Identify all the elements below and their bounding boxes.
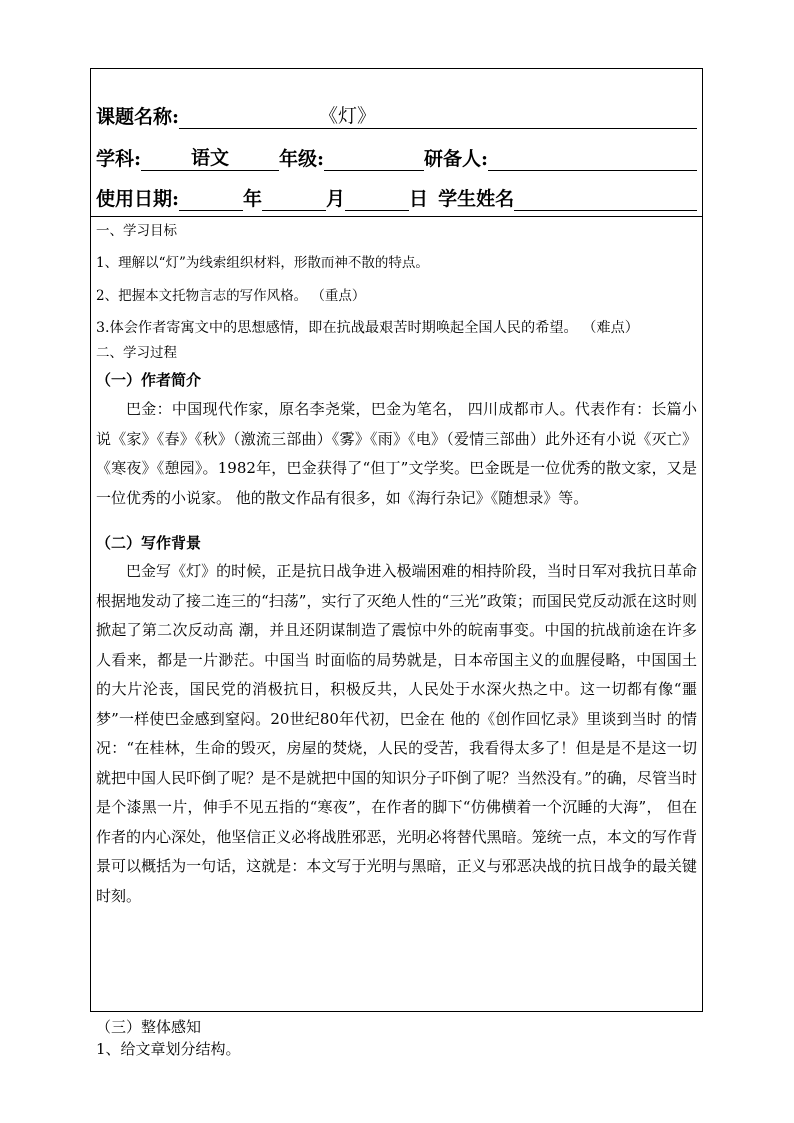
- process-heading: 二、学习过程: [96, 345, 177, 361]
- background-paragraph: 巴金写《灯》的时候，正是抗日战争进入极端困难的相持阶段，当时日军对我抗日革命根据地发动了接二连三的“扫荡”，实行了灭绝人性的“三光”政策；而国民党反动派在这时则掀起了第二次反动高 潮，并且还阴谋制造了震惊中外的皖南事变。中国的抗战前途在许多人看来，都是一片渺茫。中国当 时面临的局势就是，日本帝国主义的血腥侵略，中国国土的大片沦丧，国民党的消极抗日，积极反共，人民处于水深火热之中。这一切都有像“噩梦”一样使巴金感到窒闷。20世纪80年代初，巴金在 他的《创作回忆录》里谈到当时 的情况：“在桂林，生命的毁灭，房屋的焚烧，人民的受苦，我看得太多了！但是是不是这一切就把中国人民吓倒了呢？是不是就把中国的知识分子吓倒了呢？当然没有。”的确，尽管当时是个漆黑一片，伸手不见五指的“寒夜”，在作者的脚下“仿佛横着一个沉睡的大海”， 但在作者的内心深处，他坚信正义必将战胜邪恶，光明必将替代黑暗。笼统一点，本文的写作背景可以概括为一句话，这就是：本文写于光明与黑暗，正义与邪恶决战的抗日战争的最关键时刻。: [96, 562, 697, 905]
- title-value: 《灯》: [319, 104, 697, 129]
- title-blank-left[interactable]: [179, 104, 319, 129]
- student-name-label: 学生姓名: [438, 188, 515, 210]
- year-char: 年: [243, 188, 263, 210]
- goal-item: 1、理解以“灯”为线索组织材料，形散而神不散的特点。: [96, 255, 429, 271]
- overall-item: 1、给文章划分结构。: [96, 1040, 241, 1058]
- month-field[interactable]: [262, 186, 326, 211]
- date-row: [96, 181, 697, 211]
- title-label: 课题名称:: [96, 106, 180, 128]
- student-name-field[interactable]: [514, 186, 697, 211]
- grade-label: 年级:: [279, 148, 325, 170]
- year-field[interactable]: [179, 186, 243, 211]
- author-paragraph: 巴金：中国现代作家，原名李尧棠，巴金为笔名， 四川成都市人。代表作有：长篇小说《家》《春》《秋》（激流三部曲）《雾》《雨》《电》（爱情三部曲）此外还有小说《灭亡》《寒夜》《憩园》。1982年，巴金获得了“但丁”文学奖。巴金既是一位优秀的散文家，又是一位优秀的小说家。 他的散文作品有很多，如《海行杂记》《随想录》等。: [96, 400, 697, 507]
- preparer-field[interactable]: [488, 146, 697, 171]
- author-heading: （一）作者简介: [96, 371, 202, 389]
- overall-heading: （三）整体感知: [96, 1018, 202, 1036]
- title-row: [96, 99, 697, 129]
- date-label: 使用日期:: [96, 188, 180, 210]
- background-heading: （二）写作背景: [96, 534, 202, 552]
- goals-heading: 一、学习目标: [96, 223, 177, 239]
- goal-item: 2、把握本文托物言志的写作风格。 （重点）: [96, 288, 366, 304]
- subject-value: 语文: [141, 146, 279, 171]
- day-field[interactable]: [345, 186, 409, 211]
- day-char: 日: [409, 188, 429, 210]
- worksheet-header: [91, 69, 702, 217]
- grade-field[interactable]: [324, 146, 424, 171]
- month-char: 月: [326, 188, 346, 210]
- goal-item: 3.体会作者寄寓文中的思想感情，即在抗战最艰苦时期唤起全国人民的希望。 （难点）: [96, 320, 639, 336]
- worksheet-table: [90, 68, 703, 1058]
- subject-label: 学科:: [96, 148, 142, 170]
- preparer-label: 研备人:: [424, 148, 489, 170]
- subject-row: [96, 141, 697, 171]
